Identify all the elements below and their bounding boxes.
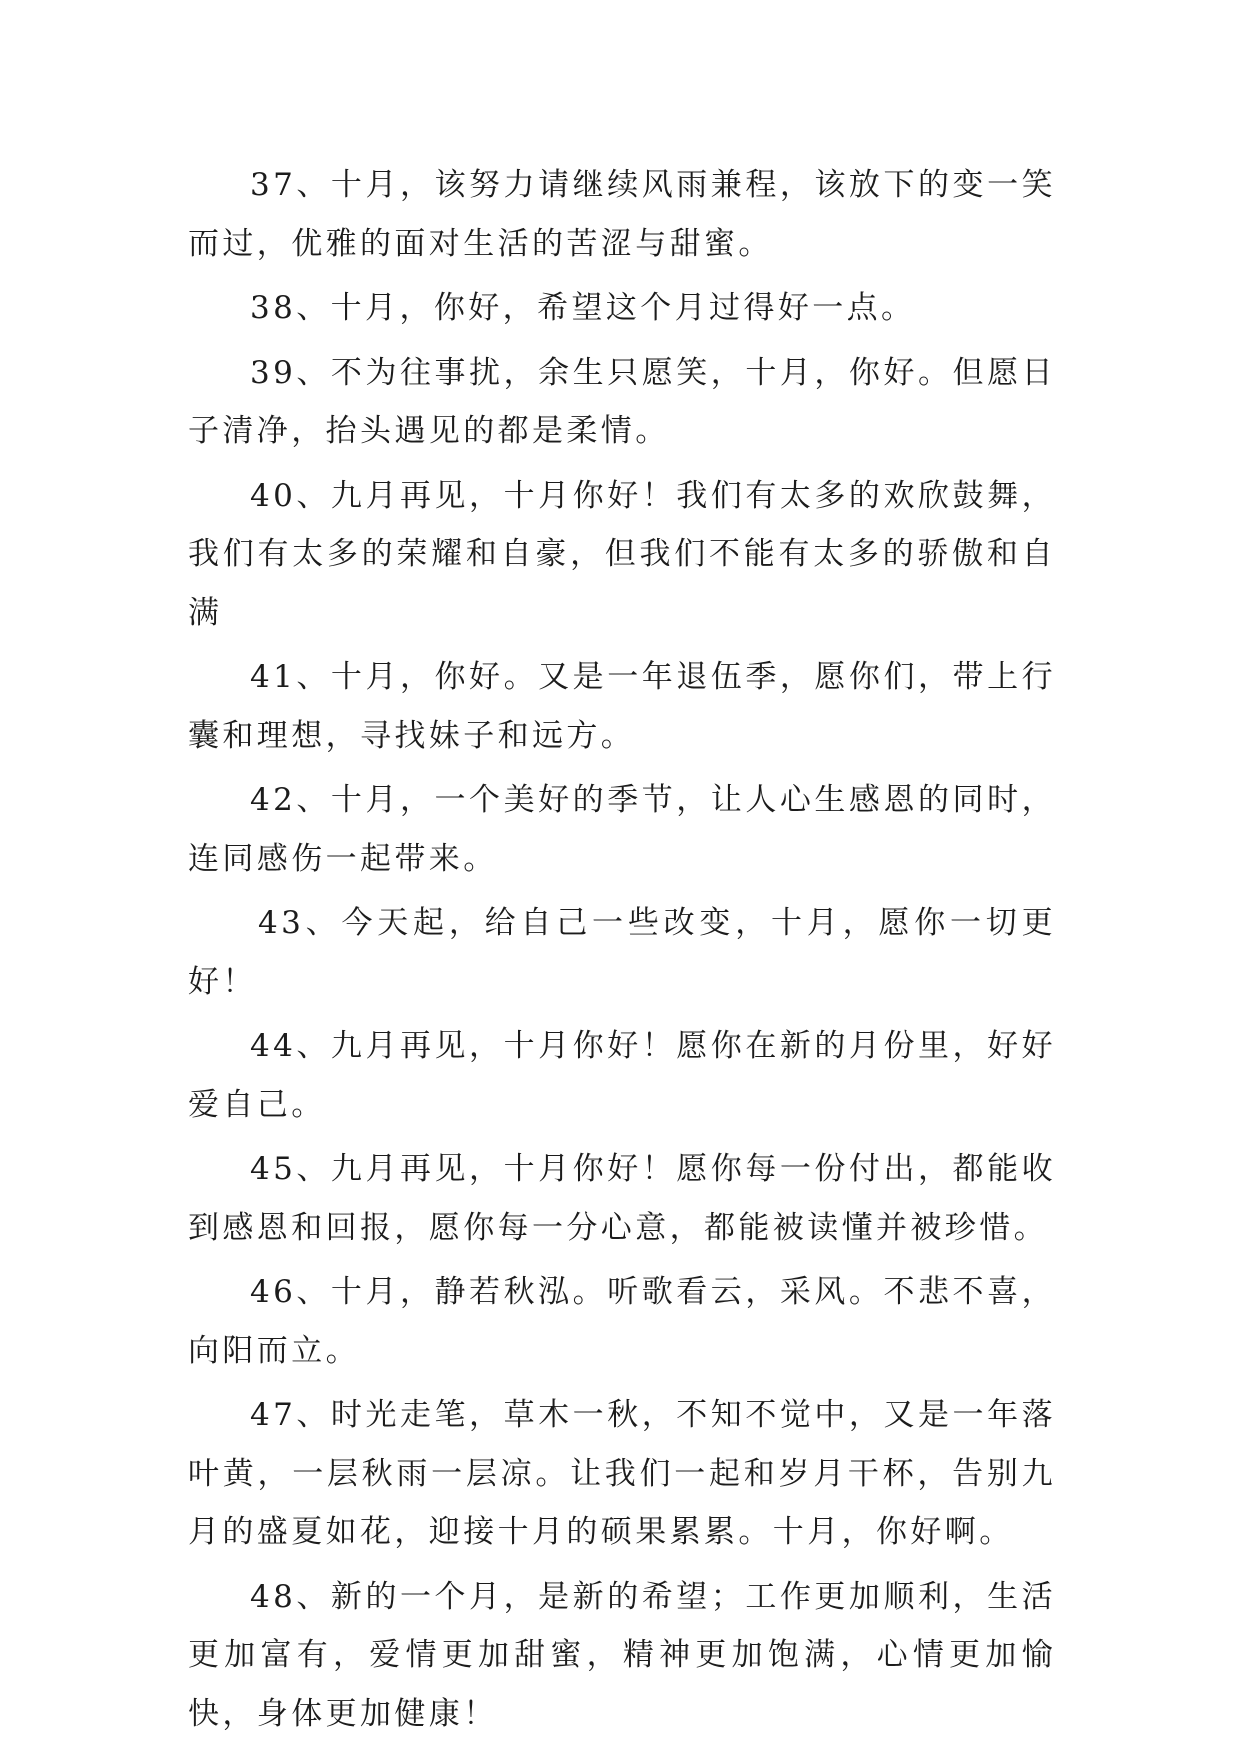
paragraph-38: 38、十月，你好，希望这个月过得好一点。 <box>250 290 916 326</box>
paragraph-48: 48、新的一个月，是新的希望；工作更加顺利，生活更加富有，爱情更加甜蜜，精神更加饱满，心情更加愉快，身体更加健康！ <box>188 1578 1056 1732</box>
paragraph-47: 47、时光走笔，草木一秋，不知不觉中，又是一年落叶黄，一层秋雨一层凉。让我们一起和岁月干杯，告别九月的盛夏如花，迎接十月的硕果累累。十月，你好啊。 <box>188 1397 1056 1550</box>
paragraph-45: 45、九月再见，十月你好！愿你每一份付出，都能收到感恩和回报，愿你每一分心意，都能被读懂并被珍惜。 <box>188 1151 1056 1246</box>
paragraph-44: 44、九月再见，十月你好！愿你在新的月份里，好好爱自己。 <box>188 1028 1056 1123</box>
paragraph-39: 39、不为往事扰，余生只愿笑，十月，你好。但愿日子清净，抬头遇见的都是柔情。 <box>188 354 1056 449</box>
paragraph-40: 40、九月再见，十月你好！我们有太多的欢欣鼓舞，我们有太多的荣耀和自豪，但我们不能有太多的骄傲和自满 <box>188 477 1056 631</box>
paragraph-41: 41、十月，你好。又是一年退伍季，愿你们，带上行囊和理想，寻找妹子和远方。 <box>188 659 1056 754</box>
paragraph-43: 43、今天起，给自己一些改变，十月，愿你一切更好！ <box>188 905 1056 1000</box>
paragraph-37: 37、十月，该努力请继续风雨兼程，该放下的变一笑而过，优雅的面对生活的苦涩与甜蜜。 <box>188 167 1056 262</box>
paragraph-46: 46、十月，静若秋泓。听歌看云，采风。不悲不喜，向阳而立。 <box>188 1274 1056 1369</box>
paragraph-42: 42、十月，一个美好的季节，让人心生感恩的同时，连同感伤一起带来。 <box>188 782 1056 877</box>
document-body <box>188 156 1056 1749</box>
